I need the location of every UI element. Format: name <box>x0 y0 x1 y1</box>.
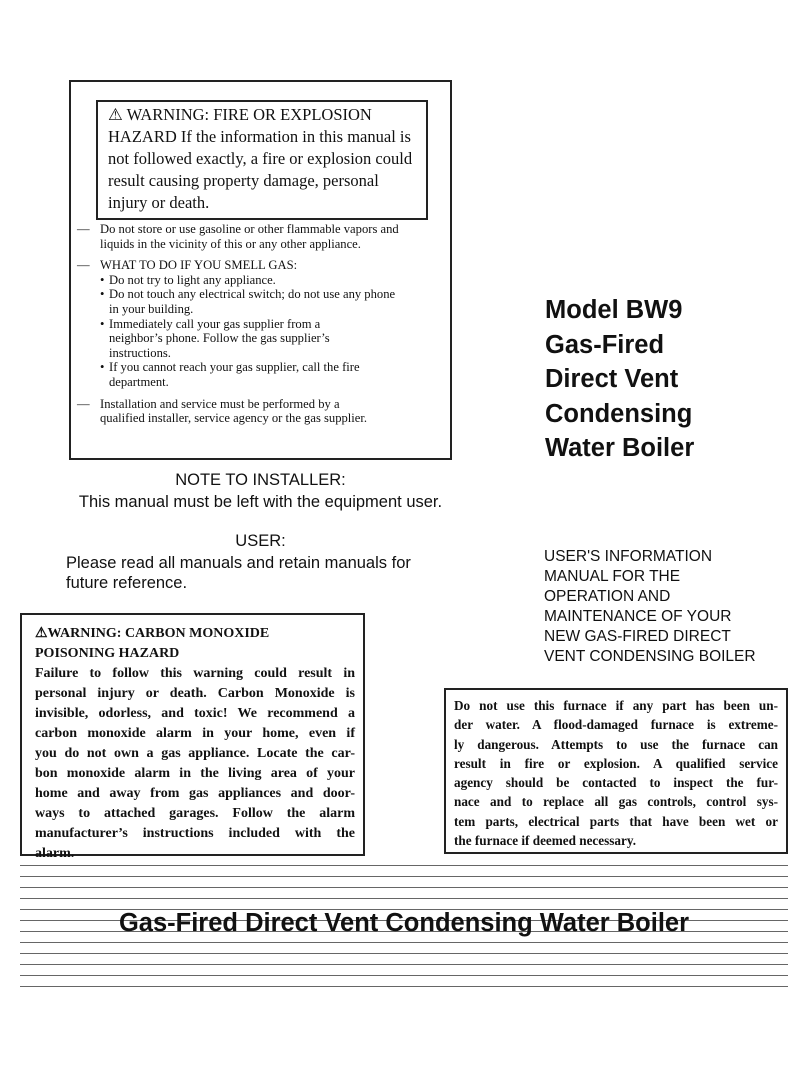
flood-warning-line: nace and to replace all gas controls, control sys- <box>454 794 778 810</box>
divider-rule <box>20 876 788 877</box>
instruction-line: liquids in the vicinity of this or any other appliance. <box>100 236 361 251</box>
co-warning-line: manufacturer’s instructions included with the <box>35 826 355 841</box>
co-warning-line: alarm. <box>35 846 75 861</box>
bullet-line: If you cannot reach your gas supplier, call the fire <box>109 360 360 375</box>
divider-rule <box>20 865 788 866</box>
instruction-line: qualified installer, service agency or the gas supplier. <box>100 411 368 426</box>
co-warning-title: POISONING HAZARD <box>35 646 180 661</box>
flood-warning-line: result in fire or explosion. A qualified service <box>454 755 778 771</box>
user-instruction-line: future reference. <box>66 574 188 592</box>
flood-warning-line: ly dangerous. Attempts to use the furnace can <box>454 736 778 752</box>
model-title-line: Direct Vent <box>545 365 679 393</box>
co-warning-line: ways to attached garages. Follow the alarm <box>35 806 355 821</box>
co-warning-line: home and away from gas appliances and door- <box>35 786 355 801</box>
fire-warning-header <box>96 100 428 220</box>
users-information-manual-label <box>544 547 756 667</box>
user-info-line: OPERATION AND <box>544 588 671 605</box>
co-warning-line: personal injury or death. Carbon Monoxide is <box>35 686 355 701</box>
carbon-monoxide-warning-box <box>20 613 365 861</box>
bullet-line: department. <box>109 374 169 389</box>
bullet-line: Do not touch any electrical switch; do not use any phone <box>109 287 396 302</box>
flood-warning-line: Do not use this furnace if any part has been un- <box>454 698 778 713</box>
flood-warning-line: agency should be contacted to inspect the fur- <box>454 775 778 791</box>
model-title-line: Condensing <box>545 399 693 428</box>
divider-rule <box>20 975 788 976</box>
co-warning-line: Failure to follow this warning could result in <box>35 666 355 681</box>
instruction-line: Installation and service must be performed by a <box>100 396 340 411</box>
user-info-line: VENT CONDENSING BOILER <box>544 648 756 665</box>
fire-warning-line: not followed exactly, a fire or explosion could <box>108 149 413 168</box>
dash-marker: — <box>77 222 90 236</box>
document-title: Gas-Fired Direct Vent Condensing Water Boiler <box>118 909 690 937</box>
dash-marker: — <box>77 396 90 411</box>
user-info-line: MAINTENANCE OF YOUR <box>544 608 732 625</box>
flood-warning-line: der water. A flood-damaged furnace is extreme- <box>454 717 778 733</box>
bullet-marker: • <box>100 316 105 331</box>
co-warning-line: you do not own a gas appliance. Locate the car- <box>35 746 355 761</box>
user-info-line: MANUAL FOR THE <box>544 568 681 585</box>
divider-rule <box>20 953 788 954</box>
model-title-line: Water Boiler <box>545 434 695 462</box>
user-heading: USER: <box>235 532 286 550</box>
bullet-line: Do not try to light any appliance. <box>109 272 276 287</box>
bullet-line: Immediately call your gas supplier from a <box>109 316 321 331</box>
gas-bullet-item <box>100 317 437 361</box>
user-instruction-line: Please read all manuals and retain manuals for <box>66 554 411 572</box>
flood-damage-warning-box <box>444 688 788 854</box>
fire-explosion-warning-box <box>69 80 452 460</box>
user-info-line: USER'S INFORMATION <box>544 548 713 565</box>
co-warning-line: bon monoxide alarm in the living area of your <box>35 766 355 781</box>
fire-warning-line: injury or death. <box>108 193 210 212</box>
dash-marker: — <box>77 258 90 273</box>
model-title-line: Gas-Fired <box>545 330 665 359</box>
gas-bullet-item <box>100 287 437 316</box>
divider-rule <box>20 986 788 987</box>
divider-rule <box>20 942 788 943</box>
fire-warning-instructions <box>77 222 437 433</box>
bullet-line: neighbor’s phone. Follow the gas supplier’s <box>109 331 330 346</box>
note-to-installer-heading: NOTE TO INSTALLER: <box>175 471 346 489</box>
co-warning-line: carbon monoxide alarm in your home, even if <box>35 726 355 741</box>
note-to-installer-text: This manual must be left with the equipment user. <box>78 493 443 511</box>
flood-warning-line: the furnace if deemed necessary. <box>454 833 637 849</box>
divider-rule <box>20 964 788 965</box>
fire-warning-line: result causing property damage, personal <box>108 171 379 190</box>
divider-rule <box>20 898 788 899</box>
instruction-item-flammables <box>77 222 437 251</box>
instruction-item-installation <box>77 397 437 426</box>
bullet-line: instructions. <box>109 345 171 360</box>
flood-warning-line: tem parts, electrical parts that have been wet or <box>454 813 778 829</box>
instruction-heading: WHAT TO DO IF YOU SMELL GAS: <box>100 258 298 273</box>
user-info-line: NEW GAS-FIRED DIRECT <box>544 628 731 645</box>
instruction-item-smell-gas <box>77 258 437 389</box>
divider-rule <box>20 887 788 888</box>
bullet-line: in your building. <box>109 301 194 316</box>
user-instructions <box>66 553 411 593</box>
fire-warning-line: HAZARD If the information in this manual is <box>108 127 411 146</box>
bullet-marker: • <box>100 287 105 302</box>
bullet-marker: • <box>100 272 105 287</box>
co-warning-title: ⚠WARNING: CARBON MONOXIDE <box>35 626 270 641</box>
model-title <box>545 293 694 466</box>
co-warning-line: invisible, odorless, and toxic! We recommend a <box>35 706 355 721</box>
gas-bullet-item <box>100 360 437 389</box>
model-title-line: Model BW9 <box>545 296 683 324</box>
instruction-line: Do not store or use gasoline or other flammable vapors and <box>100 222 399 236</box>
bullet-marker: • <box>100 360 105 375</box>
gas-bullet-item <box>100 273 437 288</box>
fire-warning-line: ⚠ WARNING: FIRE OR EXPLOSION <box>108 105 372 124</box>
